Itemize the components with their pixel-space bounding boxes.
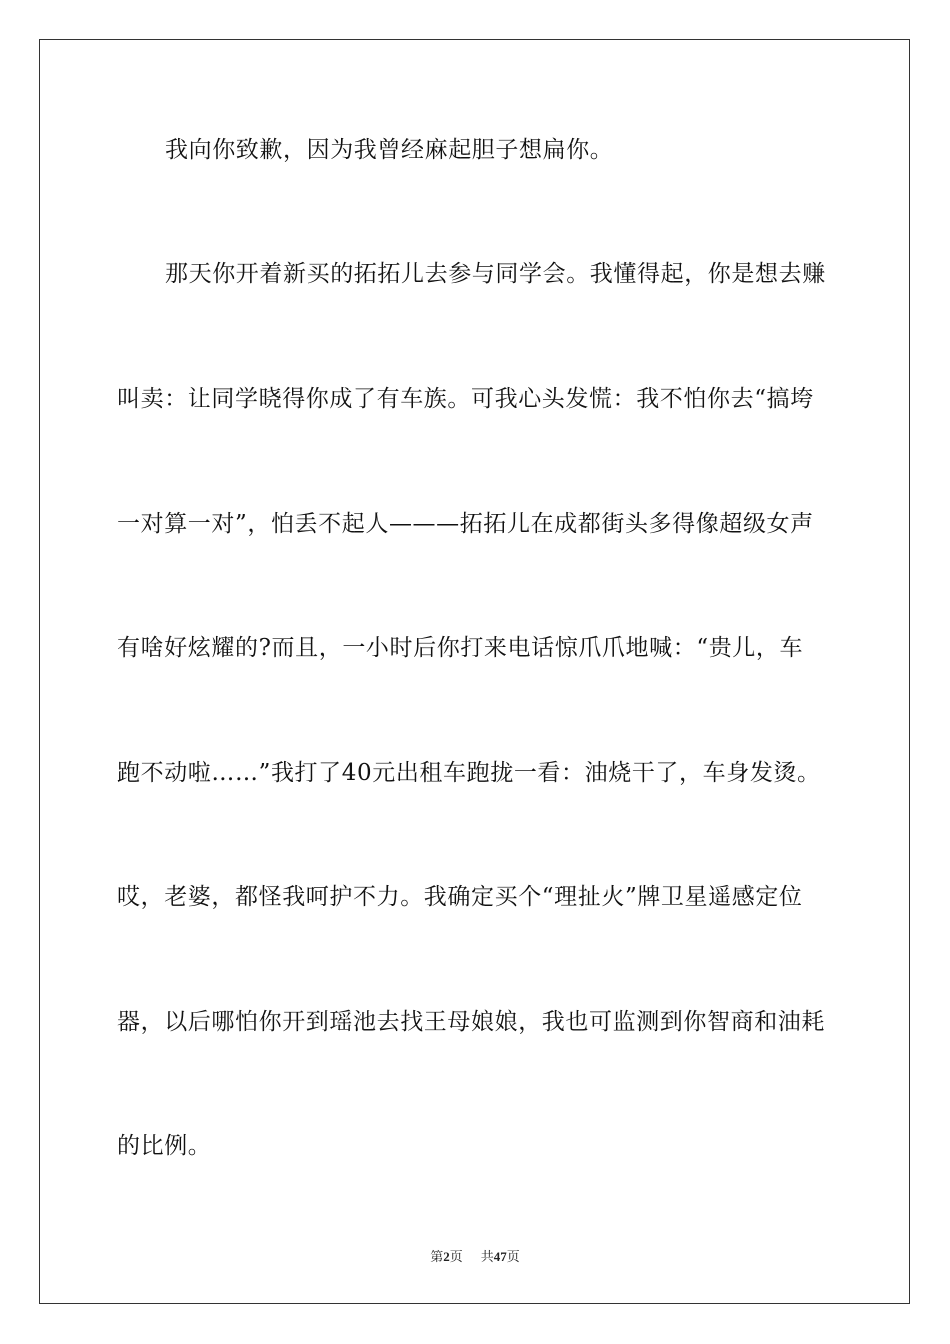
paragraph-2-line-1: 那天你开着新买的拓拓儿去参与同学会。我懂得起，你是想去赚 [165, 261, 826, 287]
page-suffix: 页 [449, 1250, 463, 1265]
paragraph-2-line-3: 一对算一对”，怕丢不起人———拓拓儿在成都街头多得像超级女声 [117, 511, 814, 537]
page-prefix: 第 [430, 1250, 444, 1265]
total-suffix: 页 [506, 1250, 520, 1265]
total-prefix: 共 [480, 1250, 494, 1265]
page-border [39, 39, 910, 1304]
paragraph-2-line-6: 哎，老婆，都怪我呵护不力。我确定买个“理扯火”牌卫星遥感定位 [117, 884, 803, 910]
paragraph-2-line-7: 器，以后哪怕你开到瑶池去找王母娘娘，我也可监测到你智商和油耗 [117, 1009, 825, 1035]
paragraph-1-line-1: 我向你致歉，因为我曾经麻起胆子想扁你。 [165, 137, 614, 163]
paragraph-2-line-2: 叫卖：让同学晓得你成了有车族。可我心头发慌：我不怕你去“搞垮 [117, 386, 814, 412]
paragraph-2-line-5: 跑不动啦……”我打了40元出租车跑拢一看：油烧干了，车身发烫。 [117, 760, 821, 786]
paragraph-2-line-4: 有啥好炫耀的?而且，一小时后你打来电话惊爪爪地喊：“贵儿，车 [117, 635, 804, 661]
current-page-number: 2 [443, 1249, 450, 1264]
page-footer [0, 1248, 950, 1267]
paragraph-2-line-8: 的比例。 [117, 1133, 212, 1159]
total-page-count: 47 [493, 1249, 507, 1264]
